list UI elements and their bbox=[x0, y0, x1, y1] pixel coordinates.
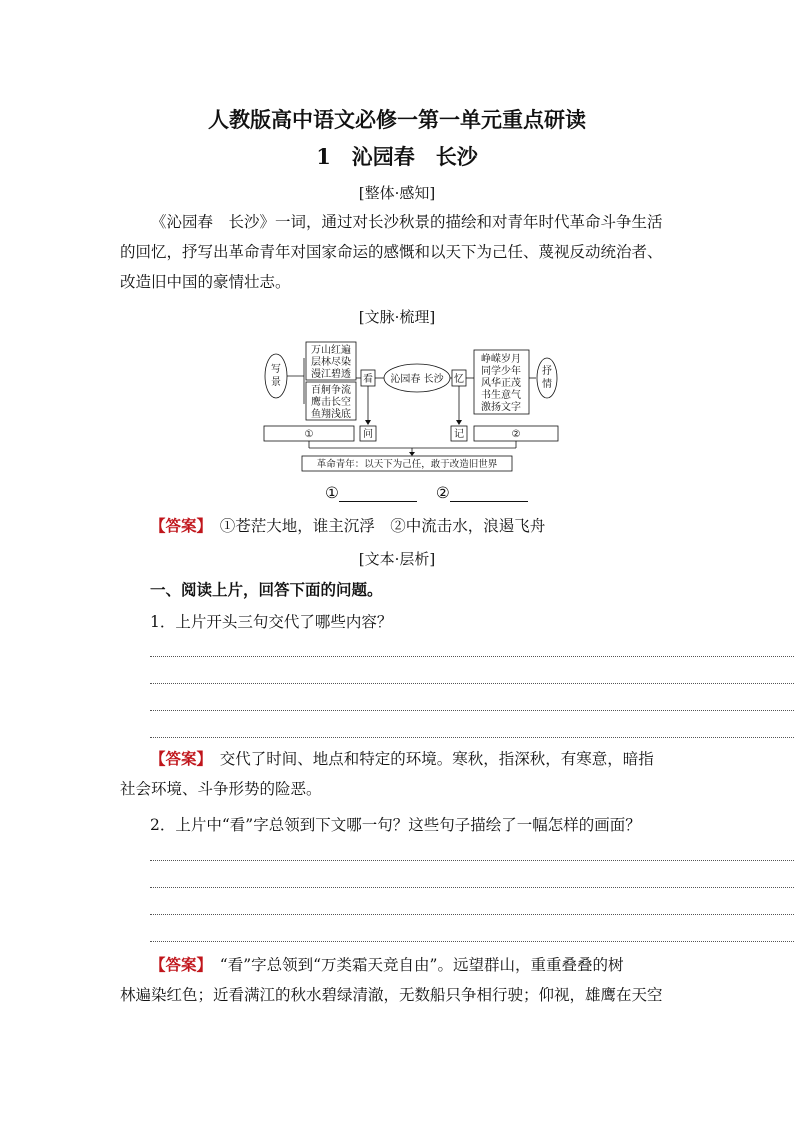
answer-1-label: 【答案】 bbox=[150, 749, 205, 768]
right-label-1: 抒 bbox=[542, 366, 552, 377]
part-title: 一、阅读上片，回答下面的问题。 bbox=[150, 580, 383, 599]
answer-1-line-1: 交代了时间、地点和特定的环境。寒秋，指深秋，有寒意，暗指 bbox=[219, 750, 654, 768]
section-heading-analysis: [文本·层析] bbox=[358, 550, 436, 568]
answer-2-line-1: “看”字总领到“万类霜天竞自由”。远望群山，重重叠叠的树 bbox=[219, 956, 624, 974]
question-2: 2．上片中“看”字总领到下文哪一句？这些句子描绘了一幅怎样的画面？ bbox=[150, 816, 641, 834]
wen-text: 问 bbox=[363, 429, 373, 440]
answer-2 bbox=[120, 950, 680, 1010]
structure-diagram bbox=[262, 338, 562, 474]
answer-line-2d bbox=[150, 941, 794, 942]
center-text: 沁园春 长沙 bbox=[390, 374, 444, 385]
right-g-2: 同学少年 bbox=[481, 366, 521, 377]
right-g-4: 书生意气 bbox=[481, 390, 521, 401]
answer-line-1d bbox=[150, 737, 794, 738]
right-g-1: 峥嵘岁月 bbox=[481, 354, 521, 365]
right-label-2: 情 bbox=[542, 379, 552, 390]
box2-text: ② bbox=[511, 429, 521, 440]
right-g-3: 风华正茂 bbox=[481, 378, 521, 389]
fill-blanks bbox=[325, 484, 542, 502]
blank-1-line bbox=[339, 487, 417, 502]
left-g1-3: 漫江碧透 bbox=[311, 369, 351, 380]
left-label-2: 景 bbox=[271, 377, 281, 388]
lesson-title: 1 沁园春 长沙 bbox=[316, 144, 478, 169]
answer-line-2a bbox=[150, 860, 794, 861]
answer-line-2c bbox=[150, 914, 794, 915]
box1-text: ① bbox=[304, 429, 314, 440]
section-heading-structure: [文脉·梳理] bbox=[358, 308, 436, 326]
yi-text: 忆 bbox=[454, 374, 464, 385]
left-g1-1: 万山红遍 bbox=[311, 345, 351, 356]
question-1: 1．上片开头三句交代了哪些内容？ bbox=[150, 613, 393, 631]
ji-text: 记 bbox=[454, 429, 464, 440]
answer-line-1c bbox=[150, 710, 794, 711]
conclusion-text: 革命青年：以天下为己任，敢于改造旧世界 bbox=[316, 459, 498, 470]
overview-line-2: 的回忆，抒写出革命青年对国家命运的感慨和以天下为己任、蔑视反动统治者、 bbox=[120, 243, 663, 261]
blank-2-label: ② bbox=[435, 484, 450, 502]
answer-2-label: 【答案】 bbox=[150, 955, 205, 974]
left-g1-2: 层林尽染 bbox=[311, 357, 351, 368]
answer-2-line-2: 林遍染红色；近看满江的秋水碧绿清澈，无数船只争相行驶；仰视，雄鹰在天空 bbox=[120, 986, 663, 1004]
right-g-5: 激扬文字 bbox=[481, 402, 521, 413]
overview-line-3: 改造旧中国的豪情壮志。 bbox=[120, 273, 291, 291]
answer-line-1a bbox=[150, 656, 794, 657]
blank-1-label: ① bbox=[325, 484, 339, 502]
left-oval bbox=[265, 354, 287, 398]
section-heading-overview: [整体·感知] bbox=[358, 184, 436, 202]
page-title: 人教版高中语文必修一第一单元重点研读 bbox=[208, 107, 586, 132]
left-label-1: 写 bbox=[271, 364, 281, 375]
answer-line-1b bbox=[150, 683, 794, 684]
blank-2-line bbox=[450, 487, 528, 502]
answer-1-line-2: 社会环境、斗争形势的险恶。 bbox=[120, 780, 322, 798]
overview-line-1: 《沁园春 长沙》一词，通过对长沙秋景的描绘和对青年时代革命斗争生活 bbox=[151, 213, 663, 231]
left-g2-1: 百舸争流 bbox=[311, 385, 351, 396]
structure-answer bbox=[150, 511, 710, 541]
answer-text: ①苍茫大地，谁主沉浮 ②中流击水，浪遏飞舟 bbox=[219, 517, 546, 535]
right-oval bbox=[537, 358, 557, 398]
answer-1 bbox=[120, 744, 680, 804]
answer-label: 【答案】 bbox=[150, 516, 205, 535]
kan-text: 看 bbox=[363, 374, 373, 385]
left-g2-3: 鱼翔浅底 bbox=[311, 409, 351, 420]
answer-line-2b bbox=[150, 887, 794, 888]
left-g2-2: 鹰击长空 bbox=[311, 397, 351, 408]
overview-paragraph bbox=[120, 207, 680, 297]
